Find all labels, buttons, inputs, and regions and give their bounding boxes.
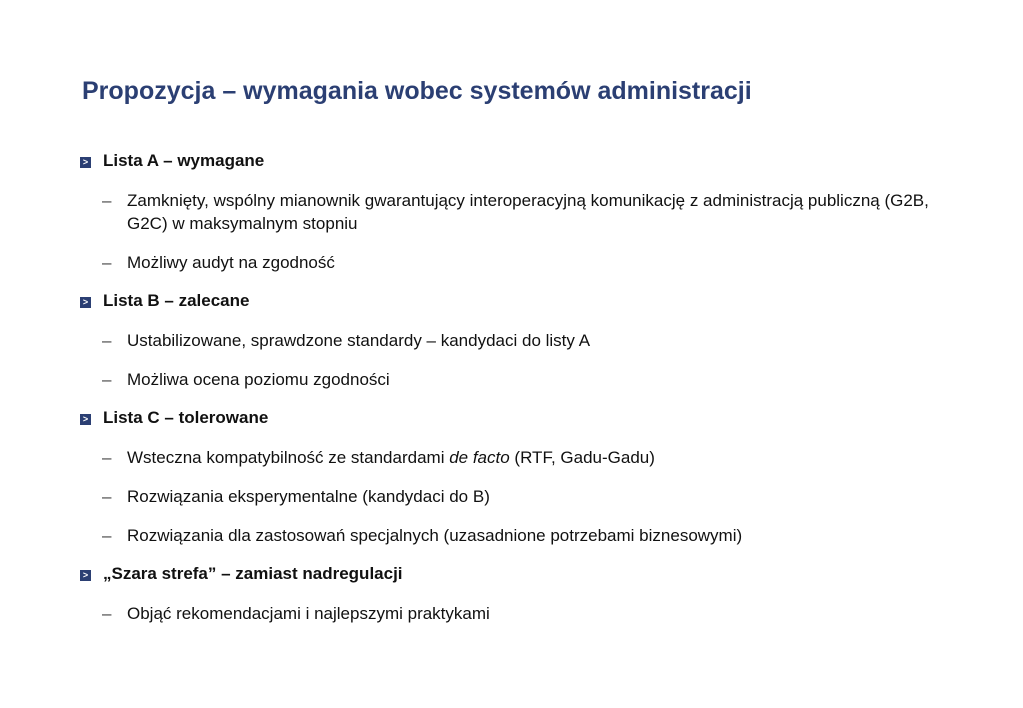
arrow-marker-icon: >: [80, 157, 91, 168]
section-heading: [80, 563, 940, 585]
arrow-marker-icon: >: [80, 570, 91, 581]
item-text-after: (RTF, Gadu-Gadu): [509, 448, 655, 467]
dash-marker: –: [102, 526, 112, 545]
item-text-before: Wsteczna kompatybilność ze standardami: [127, 448, 450, 467]
item-text: Rozwiązania eksperymentalne (kandydaci do B): [127, 487, 490, 506]
list-item: [80, 602, 940, 625]
section-heading: [80, 290, 940, 312]
list-item: [80, 329, 940, 352]
list-item: [80, 485, 940, 508]
dash-marker: –: [102, 448, 112, 467]
list-item: [80, 446, 940, 469]
slide-title: Propozycja – wymagania wobec systemów administracji: [82, 77, 752, 105]
section-label: Lista B – zalecane: [103, 291, 250, 310]
item-text: Możliwa ocena poziomu zgodności: [127, 370, 390, 389]
item-text: Rozwiązania dla zastosowań specjalnych (uzasadnione potrzebami biznesowymi): [127, 526, 743, 545]
item-text-italic: de facto: [449, 448, 510, 467]
dash-marker: –: [102, 604, 112, 623]
section-label: „Szara strefa” – zamiast nadregulacji: [103, 564, 403, 583]
item-list: [80, 602, 940, 625]
dash-marker: –: [102, 253, 112, 272]
item-text: Zamknięty, wspólny mianownik gwarantujący interoperacyjną komunikację z administracją publiczną (G2B, G2C) w maksymalnym stopniu: [127, 191, 929, 233]
dash-marker: –: [102, 370, 112, 389]
dash-marker: –: [102, 191, 112, 210]
item-text: Ustabilizowane, sprawdzone standardy – kandydaci do listy A: [127, 331, 591, 350]
arrow-marker-icon: >: [80, 297, 91, 308]
section-heading: [80, 407, 940, 429]
section-lista-a: [80, 150, 940, 274]
item-list: [80, 329, 940, 391]
arrow-marker-icon: >: [80, 414, 91, 425]
list-item: [80, 368, 940, 391]
section-label: Lista C – tolerowane: [103, 408, 269, 427]
section-label: Lista A – wymagane: [103, 151, 265, 170]
list-item: [80, 189, 940, 235]
list-item: [80, 524, 940, 547]
section-heading: [80, 150, 940, 172]
dash-marker: –: [102, 331, 112, 350]
item-list: [80, 446, 940, 547]
item-list: [80, 189, 940, 274]
dash-marker: –: [102, 487, 112, 506]
item-text: Możliwy audyt na zgodność: [127, 253, 335, 272]
section-lista-b: [80, 290, 940, 391]
item-text: Objąć rekomendacjami i najlepszymi praktykami: [127, 604, 490, 623]
slide-content: [80, 150, 940, 641]
section-lista-c: [80, 407, 940, 547]
section-szara-strefa: [80, 563, 940, 625]
list-item: [80, 251, 940, 274]
